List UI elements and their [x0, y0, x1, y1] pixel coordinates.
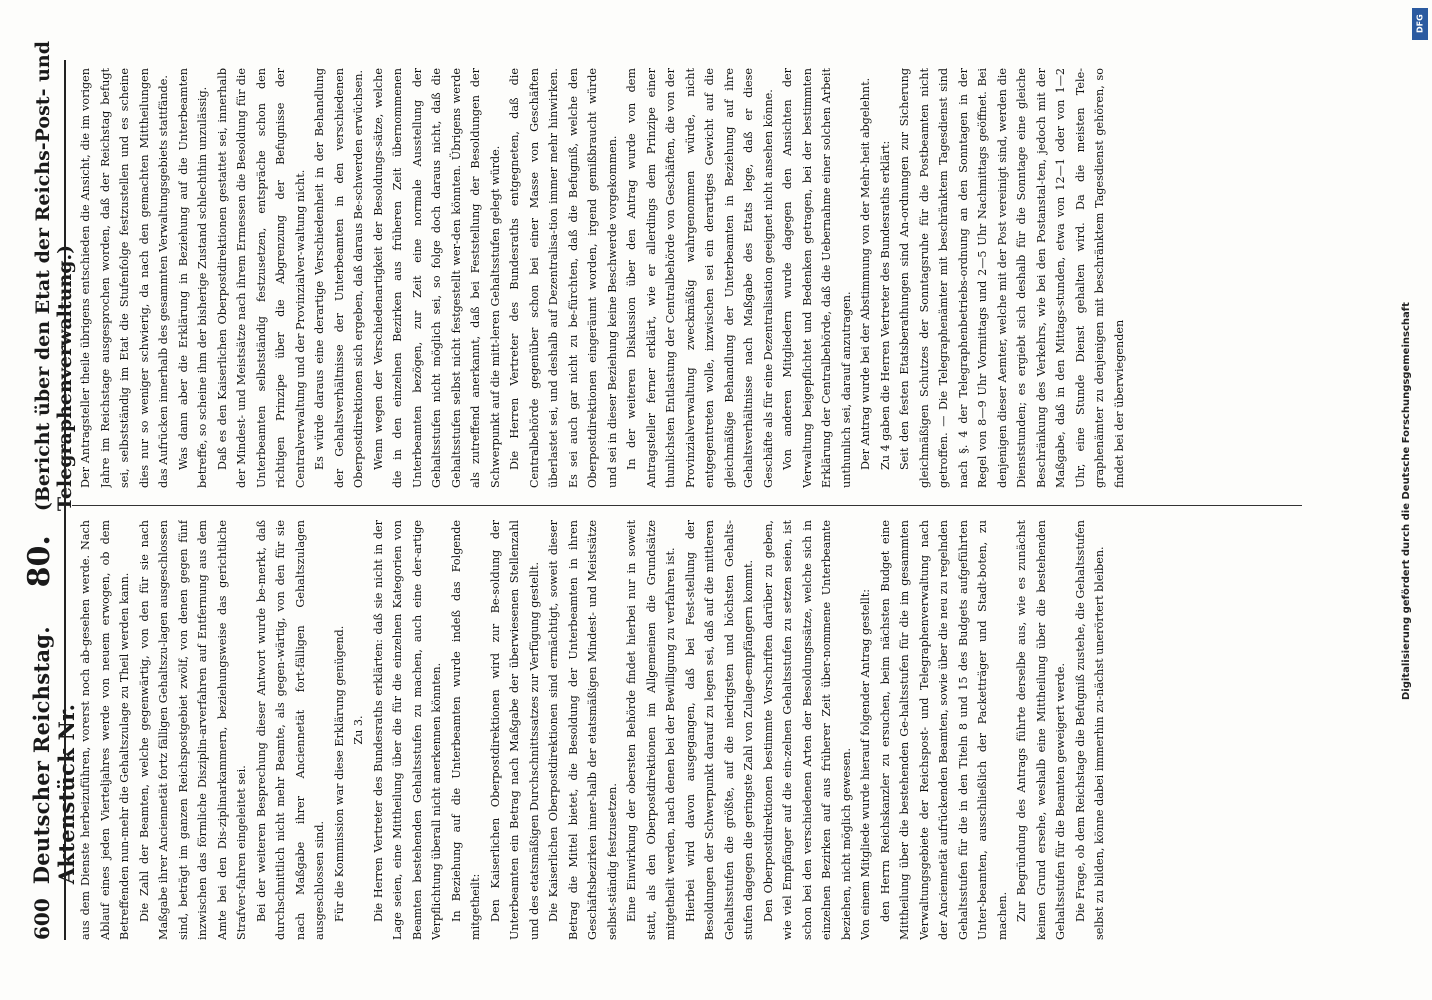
paragraph: Der Antrag wurde bei der Abstimmung von der Mehr-heit abgelehnt.: [859, 77, 872, 470]
document-number: 80.: [22, 535, 57, 588]
paragraph: Bei der weiteren Besprechung dieser Antwort wurde be-merkt, daß durchschnittlich nicht mehr Beamte, als gegen-wärtig, von den für sie nach Maßgabe ihrer Anciennetät fort-fälligen Gehaltszulagen ausgeschlossen sind.: [254, 520, 326, 940]
digitization-note: [1395, 10, 1425, 990]
paragraph: In der weiteren Diskussion über den Antrag wurde von dem Antragsteller ferner erklärt, wie er allerdings dem Prinzipe einer thunlichsten Entlastung der Centralbehörde von Geschäften, die von der Provinzialverwaltung zweckmäßig wahrgenommen würde, nicht entgegentreten wolle, inzwischen sei ein derartiges Gewicht auf die gleichmäßige Behandlung der Unterbeamten in Beziehung auf ihre Gehaltsverhältnisse nach Maßgabe des Etats lege, daß er diese Geschäfte als für eine Dezentralisation geeignet nicht ansehen könne.: [625, 68, 775, 488]
paragraph: Von anderen Mitgliedern wurde dagegen den Ansichten der Verwaltung beigepflichtet und Bedenken getragen, bei der bestimmten Erklärung der Centralbehörde, daß die Uebernahme einer solchen Arbeit unthunlich sei, darauf anzutragen.: [781, 68, 853, 488]
paragraph: Die Frage, ob dem Reichstage die Befugniß zustehe, die Gehaltsstufen selbst zu bilden, könne dabei immerhin zu-nächst unerörtert bleiben.: [1073, 520, 1106, 940]
paragraph: Zu 4 gaben die Herren Vertreter des Bundesraths erklärt:: [878, 140, 892, 470]
header-subtitle: (Bericht über den Etat der Reichs-Post- und Telegraphenverwaltung.): [32, 41, 76, 512]
paragraph: Der Antragsteller theile übrigens entschieden die Ansicht, die im vorigen Jahre im Reichstage ausgesprochen worden, daß der Reichstag befugt sei, selbstständig im Etat die Stufenfolge festzustellen und es scheine dies nur so weniger schwierig, da nach den gemachten Mittheilungen das Aufrücken innerhalb des gesammten Verwaltungsgebiets stattfände.: [79, 68, 170, 488]
paragraph: Den Kaiserlichen Oberpostdirektionen wird zur Be-soldung der Unterbeamten ein Betrag nach Maßgabe der überwiesenen Stellenzahl und des etatsmäßigen Durchschnittssatzes zur Verfügung gestellt.: [488, 520, 541, 940]
paragraph: den Herrn Reichskanzler zu ersuchen, beim nächsten Budget eine Mittheilung über die bestehenden Ge-haltsstufen für die im gesammten Verwaltungsgebiete der Reichspost- und Telegraphenverwaltung nach der Anciennetät aufrückenden Beamten, sowie über die neu zu regelnden Gehaltsstufen für die in den Titeln 8 und 15 des Budgets aufgeführten Unter-beamten, ausschließlich der Packetträger und Stadt-boten, zu machen.: [878, 520, 1009, 940]
paragraph: Von einem Mitgliede wurde hierauf folgender Antrag gestellt:: [859, 588, 872, 940]
paragraph: Was dann aber die Erklärung in Beziehung auf die Unterbeamten betreffe, so scheine ihm der bisherige Zustand schlechthin unzulässig.: [176, 68, 209, 488]
digitization-text: Digitalisierung gefördert durch die Deutsche Forschungsgemeinschaft: [1401, 302, 1412, 700]
paragraph: Zur Begründung des Antrags führte derselbe aus, wie es zunächst keinen Grund ersehe, weshalb eine Mittheilung über die bestehenden Gehaltsstufen für die Beamten geweigert werde.: [1015, 520, 1067, 940]
paragraph: Die Zahl der Beamten, welche gegenwärtig, von den für sie nach Maßgabe ihrer Anciennetät fortz fälligen Gehaltszu-lagen ausgeschlossen sind, beträgt im ganzen Reichspostgebiet zwölf, von denen gegen fünf inzwischen das förmliche Disziplin-arverfahren auf Entfernung aus dem Amte bei den Dis-ziplinarkammern, beziehungsweise das gerichtliche Strafver-fahren eingeleitet sei.: [137, 520, 248, 940]
paragraph: Es würde daraus eine derartige Verschiedenheit in der Behandlung der Gehaltsverhältnisse der Unterbeamten in den verschiedenen Oberpostdirektionen sich ergeben, daß daraus Be-schwerden erwüchsen.: [313, 68, 365, 488]
paragraph: Hierbei wird davon ausgegangen, daß bei Fest-stellung der Besoldungen der Schwerpunkt darauf zu legen sei, daß auf die mittleren Gehaltsstufen die größte, auf die niedrigsten und höchsten Gehalts-stufen dagegen die geringste Zahl von Zulage-empfängern kommt.: [683, 520, 755, 940]
paragraph: Den Oberpostdirektionen bestimmte Vorschriften darüber zu geben, wie viel Empfänger auf die ein-zelnen Gehaltsstufen zu setzen seien, ist schon bei den verschiedenen Arten der Besoldungssätze, welche sich in einzelnen Bezirken auf aus früherer Zeit über-nommene Unterbeamte beziehen, nicht möglich gewesen.: [761, 520, 853, 940]
paragraph: Die Herren Vertreter des Bundesraths erklärten: daß sie nicht in der Lage seien, eine Mittheilung über die für die einzelnen Kategorien von Beamten bestehenden Gehaltsstufen zu machen, auch eine der-artige Verpflichtung überall nicht anerkennen könnten.: [371, 520, 443, 940]
paragraph: In Beziehung auf die Unterbeamten wurde indeß das Folgende mitgetheilt:: [449, 520, 482, 940]
paragraph: Die Herren Vertreter des Bundesraths entgegneten, daß die Centralbehörde gegenüber schon bei einer Masse von Geschäften überlastet sei, und deshalb auf Dezentralisa-tion immer mehr hinwirken. Es sei auch gar nicht zu be-fürchten, daß die Befugniß, welche den Oberpostdirektionen eingeräumt worden, irgend gemißbraucht würde und sei in dieser Beziehung keine Beschwerde vorgekommen.: [508, 68, 619, 488]
paragraph: Seit den festen Etatsberathungen sind An-ordnungen zur Sicherung gleichmäßigen Schutzes der Sonntagsruhe für die Postbeamten nicht getroffen. — Die Telegraphenämter mit beschränktem Tagesdienst sind nach §. 4 der Telegraphenbetriebs-ordnung an den Sonntagen in der Regel von 8—9 Uhr Vormittags und 2—5 Uhr Nachmittags geöffnet. Bei denjenigen dieser Aemter, welche mit der Post vereinigt sind, werden die Dienststunden; es ergiebt sich deshalb für die Sonntage eine gleiche Beschränkung des Verkehrs, wie bei den Postanstal-ten, jedoch mit der Maßgabe, daß in den Mittags-stunden, etwa von 12—1 oder von 1—2 Uhr, eine Stunde Dienst gehalten wird. Da die meisten Tele-graphenämter zu denjenigen mit beschränktem Tagesdienst gehören, so findet bei der überwiegenden: [898, 68, 1126, 488]
paragraph: Die Kaiserlichen Oberpostdirektionen sind ermächtigt, soweit dieser Betrag die Mittel bietet, die Besoldung der Unterbeamten in ihren Geschäftsbezirken inner-halb der etatsmäßigen Mindest- und Meistsätze selbst-ständig festzusetzen.: [547, 520, 619, 940]
column-divider: [72, 505, 1302, 506]
paragraph: Für die Kommission war diese Erklärung genügend.: [332, 625, 346, 922]
dfg-logo: DFG: [1412, 8, 1428, 40]
right-column: [76, 68, 1326, 488]
left-column: [76, 520, 1326, 940]
paragraph: Eine Einwirkung der obersten Behörde findet hierbei nur in soweit statt, als den Oberpostdirektionen im Allgemeinen die Grundsätze mitgetheilt werden, nach denen bei der Bewilligung zu verfahren ist.: [625, 520, 677, 940]
header-title: Deutscher Reichstag. Aktenstück Nr.: [29, 626, 79, 885]
paragraph: Zu 3.: [352, 715, 365, 745]
page-header: [22, 40, 79, 940]
page-number: 600: [30, 898, 54, 940]
paragraph: Wenn wegen der Verschiedenartigkeit der Besoldungs-sätze, welche die in den einzelnen Bezirken aus früheren Zeit übernommenen Unterbeamten bezögen, zur Zeit eine normale Ausstellung der Gehaltsstufen nicht möglich sei, so folge doch daraus nicht, daß die Gehaltsstufen selbst nicht festgestellt wer-den könnten. Übrigens werde als zutreffend anerkannt, daß bei Feststellung der Besoldungen der Schwerpunkt auf die mitt-leren Gehaltsstufen gelegt würde.: [371, 68, 502, 488]
header-rule: [64, 60, 66, 940]
paragraph: aus dem Dienste herbeizuführen, vorerst noch ab-gesehen werde. Nach Ablauf eines jeden Vierteljahres werde von neuem erwogen, ob dem Betreffenden nun-mehr die Gehaltszulage zu Theil werden kann.: [79, 520, 131, 940]
paragraph: Daß es den Kaiserlichen Oberpostdirektionen gestattet sei, innerhalb der Mindest- und Meistsätze nach ihrem Ermessen die Besoldung für die Unterbeamten selbstständig festzusetzen, entspräche schon den richtigen Prinzipe über die Abgrenzung der Befugnisse der Centralverwaltung und der Provinzialver-waltung nicht.: [215, 68, 307, 488]
